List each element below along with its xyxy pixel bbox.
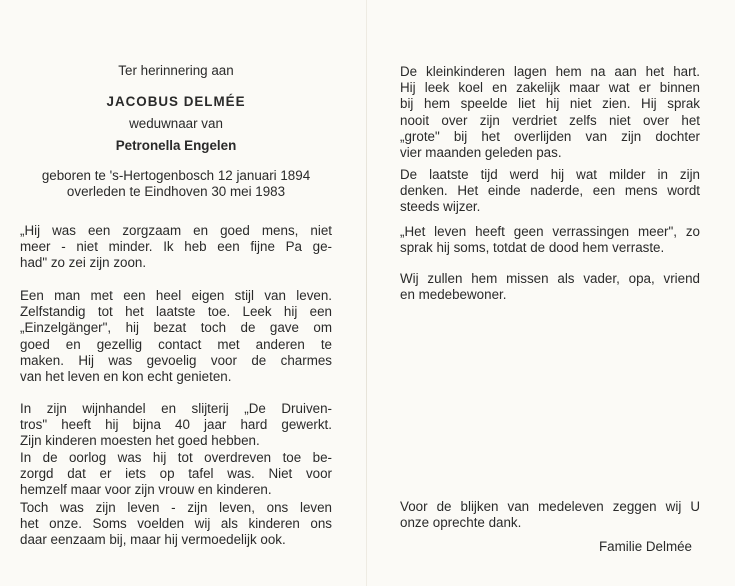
text-line: nooit over zijn verdriet zelfs niet over het [400, 112, 700, 128]
birth-line: geboren te 's-Hertogenbosch 12 januari 1894 [41, 168, 311, 183]
death-line: overleden te Eindhoven 30 mei 1983 [66, 184, 286, 199]
fold-line [366, 0, 367, 586]
text-line: en medebewoner. [400, 287, 507, 303]
text-line: bij hem speelde liet hij niet zien. Hij sprak [400, 96, 700, 112]
text-line: „Einzelgänger", hij bezat toch de gave om [20, 320, 332, 336]
deceased-name: JACOBUS DELMÉE [106, 94, 246, 109]
text-line: „Het leven heeft geen verrassingen meer", zo [400, 224, 700, 239]
text-line: vier maanden geleden pas. [400, 144, 562, 160]
text-line: Hij leek koel en zakelijk maar wat er binnen [400, 80, 700, 96]
text-line: In de oorlog was hij tot overdreven toe be- [20, 450, 332, 465]
paragraph-milder [400, 167, 700, 216]
text-line: Toch was zijn leven - zijn leven, ons leven [20, 500, 332, 515]
text-line: goed en gezellig contact met anderen te [20, 336, 332, 352]
text-line: het onze. Soms voelden wij als kinderen ons [20, 516, 332, 532]
text-line: „Hij was een zorgzaam en goed mens, niet [20, 223, 332, 238]
text-line: Wij zullen hem missen als vader, opa, vriend [400, 271, 700, 286]
text-line: maken. Hij was gevoelig voor de charmes [20, 352, 332, 368]
text-line: „grote" bij het overlijden van zijn dochter [400, 128, 700, 144]
thanks-text [400, 499, 700, 531]
intro-text: Ter herinnering aan [118, 63, 234, 78]
paragraph-life [20, 500, 332, 549]
text-line: Een man met een heel eigen stijl van leven. [20, 288, 332, 303]
text-line: Voor de blijken van medeleven zeggen wij U [400, 499, 700, 514]
text-line: De kleinkinderen lagen hem na aan het hart. [400, 64, 700, 79]
family-signature: Familie Delmée [598, 539, 692, 554]
text-line: daar eenzaam bij, maar hij vermoedelijk ook. [20, 532, 286, 548]
paragraph-grandchildren [400, 64, 700, 161]
text-line: onze oprechte dank. [400, 515, 522, 531]
text-line: tros" heeft hij bijna 40 jaar hard gewerkt. [20, 417, 332, 433]
text-line: denken. Het einde naderde, een mens wordt [400, 183, 700, 199]
text-line: De laatste tijd werd hij wat milder in zijn [400, 167, 700, 182]
relation-text: weduwnaar van [129, 116, 223, 131]
text-line: Zelfstandig tot het laatste toe. Leek hij een [20, 304, 332, 320]
spouse-name: Petronella Engelen [115, 138, 237, 153]
text-line: steeds wijzer. [400, 199, 481, 215]
paragraph-business [20, 401, 332, 450]
paragraph-war [20, 450, 332, 499]
paragraph-surprises [400, 224, 700, 256]
text-line: sprak hij soms, totdat de dood hem verraste. [400, 240, 665, 256]
paragraph-miss [400, 271, 700, 303]
text-line: meer - niet minder. Ik heb een fijne Pa ge- [20, 239, 332, 255]
text-line: Zijn kinderen moesten het goed hebben. [20, 433, 260, 449]
paragraph-quote [20, 223, 332, 272]
text-line: had" zo zei zijn zoon. [20, 255, 147, 271]
text-line: hemzelf maar voor zijn vrouw en kinderen. [20, 482, 272, 498]
text-line: In zijn wijnhandel en slijterij „De Druiven- [20, 401, 332, 416]
text-line: zorgd dat er iets op tafel was. Niet voor [20, 466, 332, 482]
paragraph-character [20, 288, 332, 385]
text-line: van het leven en kon echt genieten. [20, 368, 232, 384]
